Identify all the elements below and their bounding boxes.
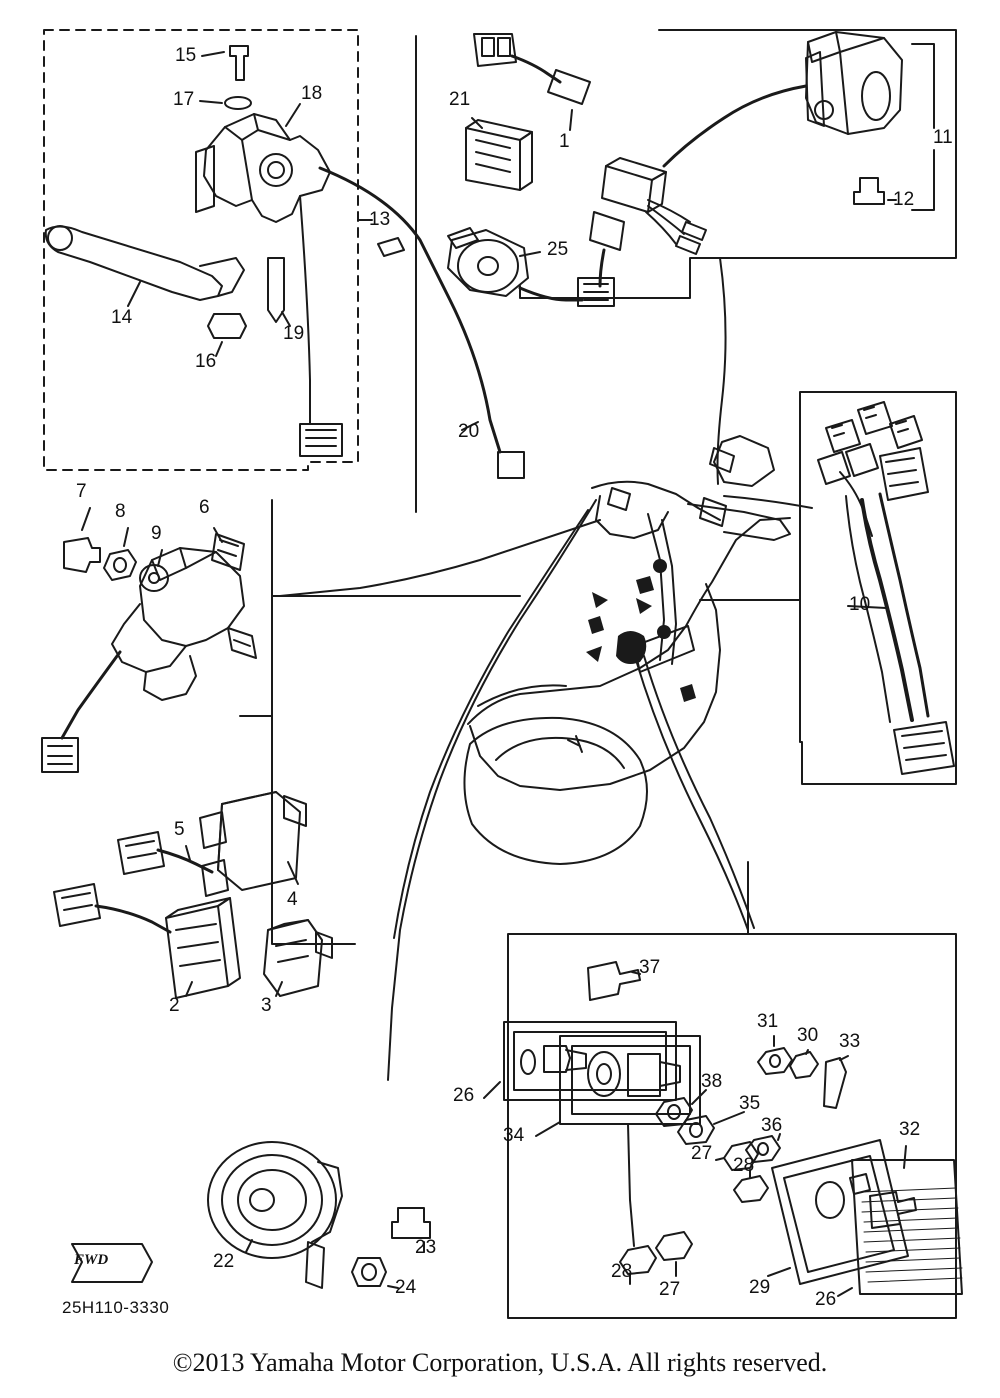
part-7-leader	[82, 508, 90, 530]
callout-24: 24	[395, 1277, 417, 1298]
wire-center-right	[636, 660, 748, 930]
part-4-tab-2	[202, 860, 228, 896]
part-11-bracket	[806, 52, 824, 126]
callout-31: 31	[757, 1011, 779, 1032]
bike-seat	[714, 436, 774, 486]
part-18-master-cylinder	[204, 114, 330, 222]
callout-3: 3	[261, 995, 272, 1016]
part-38-nut	[656, 1098, 692, 1126]
part-28-nut-a	[734, 1176, 768, 1202]
part-22-horn-center	[250, 1189, 274, 1211]
bike-blk-2	[588, 616, 604, 634]
part-22-bracket	[306, 1242, 324, 1288]
part-1-leader	[570, 110, 572, 130]
part-6-bracket-low	[112, 604, 186, 672]
part-11-cable-down	[600, 250, 604, 286]
part-21-relay	[466, 128, 520, 190]
wire-to-main-switch	[280, 520, 600, 596]
switch-lead-cable	[300, 196, 310, 424]
part-37-screw	[588, 962, 640, 1000]
part-10-connector-detail-3	[896, 421, 908, 432]
callout-13: 13	[369, 209, 391, 230]
part-6-cable	[62, 652, 120, 738]
part-2-plug-detail	[62, 893, 92, 910]
callout-9: 9	[151, 523, 162, 544]
part-5-connector-detail	[126, 841, 156, 858]
part-27-nut-b	[656, 1232, 692, 1260]
part-17-washer	[225, 97, 251, 109]
part-32-leader	[904, 1146, 906, 1168]
callout-14: 14	[111, 307, 133, 328]
part-14-leader	[128, 282, 140, 306]
part-11-cable	[664, 86, 806, 166]
part-26-lens-left-hole	[521, 1050, 535, 1074]
callout-10: 10	[849, 594, 871, 615]
callout-8: 8	[115, 501, 126, 522]
callout-35: 35	[739, 1093, 761, 1114]
callout-28b: 28	[611, 1261, 633, 1282]
part-5-wire	[158, 850, 212, 872]
part-18-cap-inner	[268, 162, 284, 178]
part-18-leader	[286, 104, 300, 126]
part-21-relay-detail	[476, 140, 510, 172]
copyright-notice: ©2013 Yamaha Motor Corporation, U.S.A. All rights reserved.	[172, 1348, 828, 1377]
fwd-direction-label: FWD	[74, 1252, 109, 1268]
part-35-washer	[678, 1116, 714, 1144]
bike-arrow-3	[586, 646, 602, 662]
part-22-leader	[246, 1240, 252, 1252]
part-2-relay-side	[218, 898, 240, 986]
part-18-detail-2	[242, 140, 252, 200]
part-34-socket-inner	[597, 1064, 611, 1084]
part-24-nut	[352, 1258, 386, 1286]
callout-11: 11	[933, 127, 953, 148]
part-14-lever-detail	[200, 258, 244, 296]
part-11-switch-detail-3	[840, 52, 848, 134]
callout-28: 28	[733, 1155, 755, 1176]
bike-connector-1	[608, 488, 630, 510]
part-1-connector-b	[548, 70, 590, 104]
bike-body-2	[688, 504, 790, 540]
bike-node-2	[657, 625, 671, 639]
switch-lead-connector	[300, 424, 342, 456]
part-2-plug	[54, 884, 100, 926]
group-box-right-switch	[520, 30, 956, 298]
part-4-relay	[218, 792, 300, 890]
part-21-relay-side	[520, 132, 532, 190]
part-11-connector-small	[590, 212, 624, 250]
callout-2: 2	[169, 995, 180, 1016]
part-11-leader	[912, 44, 934, 210]
part-30-washer	[790, 1052, 818, 1078]
part-2-wire	[96, 906, 170, 932]
part-6-bracket-low-2	[144, 656, 196, 700]
group-leader-13	[358, 36, 416, 512]
part-5-leader	[186, 846, 190, 860]
bike-arrow-2	[636, 598, 652, 614]
part-31-hole	[770, 1055, 780, 1067]
part-35-hole	[690, 1123, 702, 1137]
bike-blk-4	[680, 684, 696, 702]
part-20-brake-hose	[320, 168, 500, 452]
part-10-connector-detail-4	[886, 458, 918, 486]
callout-20: 20	[458, 421, 480, 442]
bike-arrow-1	[592, 592, 608, 608]
part-4-tab-1	[200, 812, 226, 848]
part-15-leader	[202, 52, 224, 56]
callout-29: 29	[749, 1277, 771, 1298]
part-10-end-detail	[902, 731, 946, 760]
part-29-hole-1	[816, 1182, 844, 1218]
part-22-horn-ring-2	[238, 1170, 306, 1230]
part-9-washer-inner	[149, 573, 159, 583]
part-26-right-leader	[838, 1288, 852, 1296]
switch-lead-connector-detail	[306, 430, 336, 446]
bike-connector-3	[710, 448, 734, 472]
wire-center-left-2	[394, 510, 588, 938]
callout-38: 38	[701, 1071, 723, 1092]
part-27-leader	[716, 1158, 724, 1160]
bike-wheel	[464, 718, 647, 864]
part-10-connector-detail-1	[832, 425, 844, 436]
part-38-hole	[668, 1105, 680, 1119]
part-4-relay-top	[222, 792, 276, 804]
part-23-bolt	[392, 1208, 430, 1238]
part-33-leader	[840, 1056, 848, 1060]
part-16-leader	[216, 342, 222, 356]
part-26-reflector-hatch	[862, 1188, 962, 1282]
part-6-tab-detail	[234, 640, 250, 646]
bike-node-1	[653, 559, 667, 573]
callout-21: 21	[449, 89, 471, 110]
part-34-leader	[536, 1122, 560, 1136]
part-36-hole	[758, 1143, 768, 1155]
part-20-coupler	[498, 452, 524, 478]
part-25-leader	[520, 252, 540, 256]
callout-33: 33	[839, 1031, 861, 1052]
part-8-leader	[124, 528, 128, 546]
callout-27b: 27	[659, 1279, 681, 1300]
part-6-plug-detail	[218, 540, 238, 556]
part-22-horn-body	[208, 1142, 336, 1258]
callout-36: 36	[761, 1115, 783, 1136]
part-31-nut	[758, 1048, 792, 1074]
callout-27: 27	[691, 1143, 713, 1164]
part-16-nut	[208, 314, 246, 338]
callout-26b: 26	[815, 1289, 837, 1310]
callout-7: 7	[76, 481, 87, 502]
callout-18: 18	[301, 83, 323, 104]
part-29-leader	[768, 1268, 790, 1276]
callout-25: 25	[547, 239, 569, 260]
part-10-connector-detail-2	[864, 407, 876, 418]
part-20-hose-fitting	[378, 238, 404, 256]
callout-5: 5	[174, 819, 185, 840]
callout-12: 12	[893, 189, 915, 210]
bike-fender	[478, 685, 566, 706]
part-14-pivot	[48, 226, 72, 250]
part-10-connector-5	[846, 444, 878, 476]
part-7-bolt	[64, 538, 100, 572]
group-box-harness	[800, 392, 956, 784]
part-25-disc-inner	[478, 257, 498, 275]
part-11-connector-block	[602, 166, 652, 212]
part-5-connector	[118, 832, 164, 874]
part-10-connector-2	[858, 402, 892, 434]
diagram-part-number: 25H110-3330	[62, 1298, 170, 1317]
part-1-connector-a-detail	[482, 38, 510, 56]
part-6-connector-detail	[48, 746, 72, 764]
callout-1: 1	[559, 131, 570, 152]
part-12-bolt	[854, 178, 884, 204]
part-25-tab	[448, 228, 478, 248]
part-24-hole	[362, 1264, 376, 1280]
callout-4: 4	[287, 889, 298, 910]
part-34-drop-wire	[628, 1124, 634, 1246]
part-2-relay-detail	[176, 924, 220, 966]
group-box-main-switch	[240, 500, 520, 944]
wire-to-harness-right	[724, 496, 812, 508]
callout-17: 17	[173, 89, 195, 110]
callout-16: 16	[195, 351, 217, 372]
callout-26: 26	[453, 1085, 475, 1106]
part-18-detail-1	[225, 114, 258, 140]
bike-blk-3	[636, 576, 654, 594]
part-25-disc	[458, 240, 518, 292]
part-17-leader	[200, 101, 222, 103]
part-8-hole	[114, 558, 126, 572]
bike-blk-1	[616, 631, 646, 664]
part-11-button	[862, 72, 890, 120]
part-11-switch-detail-2	[840, 38, 884, 52]
callout-34: 34	[503, 1125, 525, 1146]
wire-center-right-2	[644, 656, 754, 928]
bike-body-3	[596, 496, 668, 538]
bike-stem-2	[662, 520, 676, 664]
part-34-housing-inner	[572, 1046, 690, 1114]
callout-37: 37	[639, 957, 661, 978]
callout-22: 22	[213, 1251, 235, 1272]
callout-15: 15	[175, 45, 197, 66]
callout-32: 32	[899, 1119, 921, 1140]
callout-23: 23	[415, 1237, 437, 1258]
callout-30: 30	[797, 1025, 819, 1046]
part-18-cap	[260, 154, 292, 186]
part-10-connector-1	[826, 420, 860, 452]
bike-wheel-inner	[496, 738, 624, 768]
part-2-relay	[166, 906, 228, 998]
part-33-screw	[824, 1058, 846, 1108]
callout-6: 6	[199, 497, 210, 518]
part-8-nut	[104, 550, 136, 580]
part-26-leader	[484, 1082, 500, 1098]
callout-19: 19	[283, 323, 305, 344]
part-15-bolt	[230, 46, 248, 80]
